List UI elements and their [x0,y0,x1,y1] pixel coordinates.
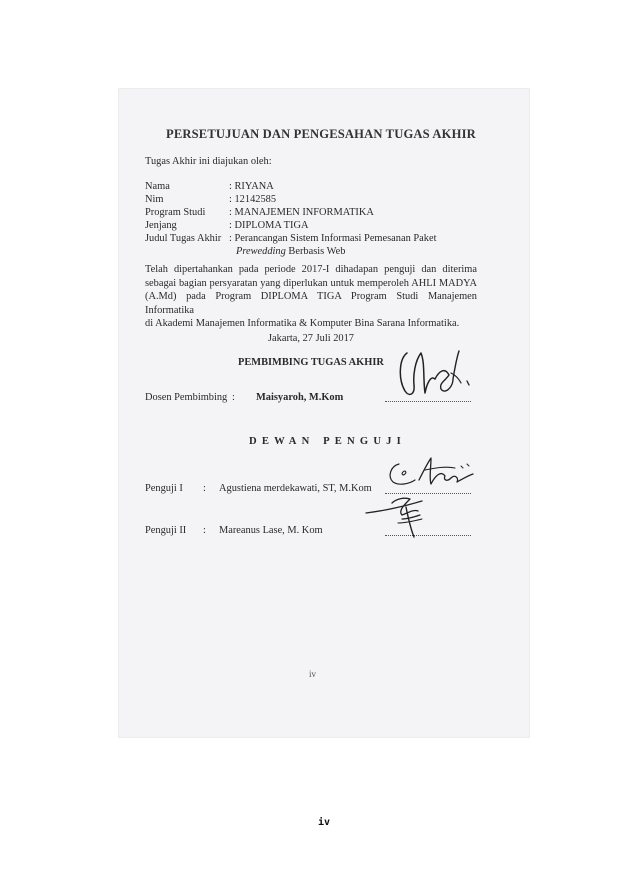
judul-rest: Berbasis Web [285,246,346,257]
place-date: Jakarta, 27 Juli 2017 [268,333,354,344]
examiner-2-label: Penguji II [145,525,187,536]
examiner-1-label: Penguji I [145,483,183,494]
supervisor-label: Dosen Pembimbing [145,392,228,403]
field-label-nim: Nim [145,194,164,205]
supervisor-name: Maisyaroh, M.Kom [256,392,344,403]
field-value-jenjang: : DIPLOMA TIGA [229,220,309,231]
examiners-heading-word-1: DEWAN [249,436,315,447]
signature-penguji-2-icon [362,493,442,543]
supervisor-colon: : [232,392,235,403]
examiner-1-colon: : [203,483,206,494]
field-label-nama: Nama [145,181,170,192]
examiners-heading [249,436,406,447]
paragraph-line-4: di Akademi Manajemen Informatika & Komputer Bina Sarana Informatika. [145,318,460,330]
field-value-judul: : Perancangan Sistem Informasi Pemesanan Paket [229,233,437,244]
field-label-program-studi: Program Studi [145,207,206,218]
approval-paragraph [145,263,477,331]
judul-continuation [236,246,345,257]
paragraph-line-3: (A.Md) pada Program DIPLOMA TIGA Program Studi Manajemen Informatika [145,291,477,316]
supervisor-heading: PEMBIMBING TUGAS AKHIR [238,357,384,368]
document-title: PERSETUJUAN DAN PENGESAHAN TUGAS AKHIR [166,127,476,141]
field-value-nama: : RIYANA [229,181,274,192]
scanned-page [118,88,530,738]
judul-italic-word: Prewedding [236,246,286,257]
field-value-program-studi: : MANAJEMEN INFORMATIKA [229,207,374,218]
paragraph-line-2: sebagai bagian persyaratan yang diperlukan untuk memperoleh AHLI MADYA [145,277,477,289]
examiner-2-name: Mareanus Lase, M. Kom [219,525,323,536]
signature-penguji-1-icon [385,452,480,497]
examiners-heading-word-2: PENGUJI [323,436,406,447]
page-number: iv [318,817,331,828]
field-label-judul: Judul Tugas Akhir [145,233,222,244]
examiner-2-colon: : [203,525,206,536]
field-value-nim: : 12142585 [229,194,277,205]
signature-pembimbing-icon [395,345,475,405]
paragraph-line-1: Telah dipertahankan pada periode 2017-I dihadapan penguji dan diterima [145,264,477,275]
inner-page-number: iv [309,669,317,679]
intro-text: Tugas Akhir ini diajukan oleh: [145,156,272,167]
field-label-jenjang: Jenjang [145,220,177,231]
examiner-1-name: Agustiena merdekawati, ST, M.Kom [219,483,372,494]
